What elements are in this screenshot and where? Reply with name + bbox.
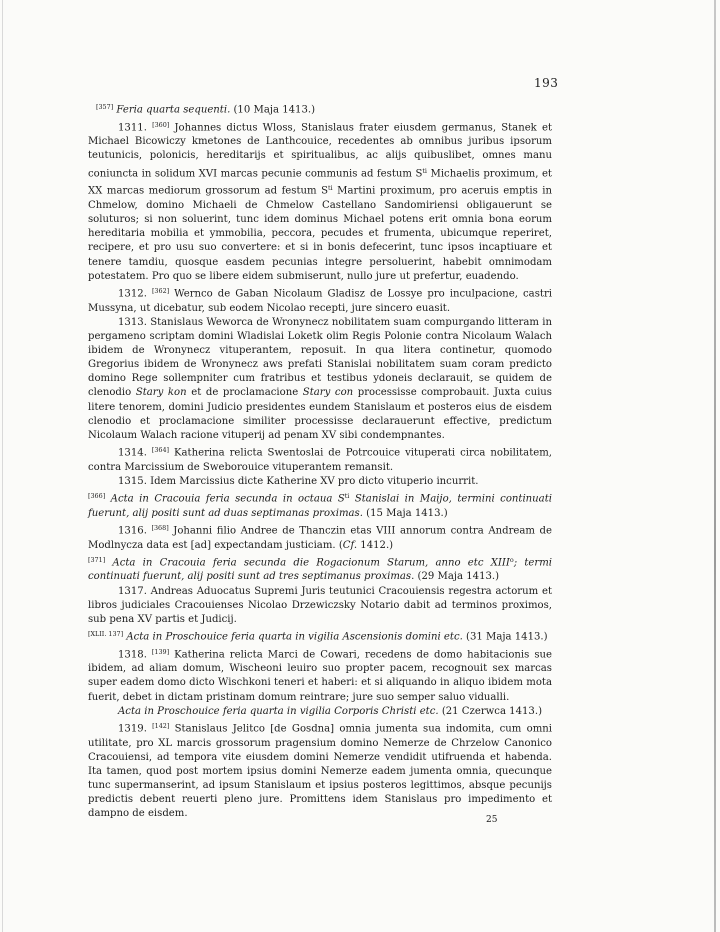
superscript: ti [422,166,427,175]
source-reference: [357] [96,103,114,111]
entry-1314 [88,443,552,475]
session-heading-371 [88,553,552,585]
text-segment: Stanislai in Maijo, termini continuati fuerunt, alij positi sunt ad duas septimanas proximas. [88,493,552,519]
entry-1312 [88,284,552,316]
source-reference: [371] [88,555,106,564]
text-segment: 1312. [118,288,152,300]
text-segment: et de proclamacione [186,387,303,399]
entry-1317 [88,585,552,627]
text-segment: Wernco de Gaban Nicolaum Gladisz de Lossye pro inculpacione, castri Mussyna, ut dicebatur, sub eodem Nicolao recepti, jure sincero euasit. [88,288,552,314]
text-segment: (29 Maja 1413.) [414,571,500,583]
entry-1315 [88,475,552,489]
entry-1318 [88,645,552,705]
text-segment: (21 Czerwca 1413.) [438,705,543,717]
session-heading-366 [88,489,552,521]
text-segment: Michaelis proximum, et XX marcas mediorum grossorum ad festum S [88,168,552,197]
superscript: o [509,555,514,564]
session-heading-xlii [88,627,552,645]
source-reference: [139] [151,647,170,656]
source-reference: [362] [151,286,170,295]
text-segment: 1311. [118,122,153,134]
page-edge-left [2,0,3,932]
page-number: 193 [534,76,559,90]
session-heading-357 [88,100,552,118]
text-segment: 1313. Stanislaus Weworca de Wronynecz nobilitatem suam compurgando litteram in pergameno scriptam domini Wladislai Loketk olim Regis Polonie contra Nicolaum Walach ibidem de Wronynecz vituperantem, reposuit. In qua litera continetur, quomodo Gregorius ibidem de Wronynecz aws prefati Stanislai nobilitatem suam coram predicto domino Rege sollempniter cum fratribus et testibus ydoneis declarauit, se quidem de clenodio [88,316,552,399]
entry-1313 [88,316,552,443]
text-segment: Stanislaus Jelitco [de Gosdna] omnia jumenta sua indomita, cum omni utilitate, pro XL marcis grossorum pragensium domino Nemerze de Chrzelow Canonico Cracouiensi, ad tempora vite eiusdem domini Nemerze vendidit utifruenda et habenda. Ita tamen, quod post mortem ipsius domini Nemerze eadem jumenta omnia, quecunque tunc supermanserint, ad ipsum Stanislaum et ipsius posteros legittimos, absque pecunijs predictis debent reuerti pleno jure. Promittens idem Stanislaus pro impedimento et dampno de eisdem. [88,723,552,820]
text-segment: 1315. Idem Marcissius dicte Katherine XV pro dicto vituperio incurrit. [118,475,479,487]
text-segment: Stary kon [135,387,187,399]
session-heading-corpus-christi [88,705,552,719]
entry-1311 [88,118,552,284]
superscript: ti [344,492,350,501]
text-segment: 1318. [118,649,152,661]
body-text [88,100,552,822]
text-segment: Acta in Cracouia feria secunda in octaua S [110,493,345,505]
text-segment: Johanni filio Andree de Thanczin etas VIII annorum contra Andream de Modlnycza data est [ad] expectandam justiciam. ( [88,525,552,551]
text-segment: Katherina relicta Swentoslai de Potrcouice vituperati circa nobilitatem, contra Marcissium de Sweborouice vituperantem remansit. [88,447,553,473]
source-reference: [XLII. 137] [88,629,124,638]
text-segment: Stary con [302,387,354,399]
text-segment: 1412.) [357,539,394,551]
source-reference: [368] [151,523,169,532]
source-reference: [360] [152,120,170,129]
text-segment: 1316. [118,525,152,537]
text-segment: (31 Maja 1413.) [462,631,548,643]
superscript: ti [328,184,333,193]
source-reference: [366] [88,492,106,501]
source-reference: [142] [152,721,170,730]
text-segment: 1314. [118,447,152,459]
entry-1319 [88,719,552,822]
text-segment: (10 Maja 1413.) [230,104,316,116]
text-segment: (15 Maja 1413.) [362,507,448,519]
text-segment: processisse comprobauit. Juxta cuius litere tenorem, domini Judicio presidentes eundem Stanislaum et posteros eius de eisdem clenodio et proclamacione similiter processisse declarauerunt effective, predictum Nicolaum Walach racione vituperij ad penam XV sibi condempnantes. [88,387,552,441]
text-segment: Katherina relicta Marci de Cowari, recedens de domo habitacionis sue ibidem, ad aliam domum, Wischeoni leuiro suo propter pacem, recognouit sex marcas super eadem domo dicto Wischkoni teneri et haberi: et si aliquando in aliquo ibidem mota fuerit, debet in dictam pristinam domum reintrare; jure suo semper saluo vidualli. [88,649,552,703]
text-segment: Feria quarta sequenti. [116,104,231,116]
text-segment: Acta in Proschouice feria quarta in vigilia Corporis Christi etc. [118,705,439,717]
text-segment: Cf. [342,539,358,551]
text-segment: 1317. Andreas Aduocatus Supremi Juris teutunici Cracouiensis regestra actorum et libros judiciales Cracouienses Nicolao Drzewiczsky Notario dabit ad terminos proximos, sub pena XV partis et Judicij. [88,585,552,625]
text-segment: 1319. [118,723,153,735]
entry-1316 [88,521,552,553]
text-segment: ; termi continuati fuerunt, alij positi sunt ad tres septimanus proximas. [88,557,552,583]
text-segment: Acta in Cracouia feria secunda die Rogacionum Starum, anno etc XIII [112,557,510,569]
text-segment: Acta in Proschouice feria quarta in vigilia Ascensionis domini etc. [126,631,463,643]
text-segment: Martini proximum, pro aceruis emptis in Chmelow, domino Michaeli de Chmelow Castellano Sandomiriensi obligauerunt se soluturos; si non soluerint, tunc idem dominus Michael potens erit omnia bona eorum hereditaria mobilia et ymmobilia, peccora, pecudes et frumenta, ubicumque reperiret, recipere, et pro usu suo convertere: et si in bonis defecerint, tunc ipsos incaptiuare et tenere tamdiu, quosque easdem pecunias integre persoluerint, habebit omnimodam potestatem. Pro quo se libere eidem submiserunt, nullo jure ut prefertur, euadendo. [88,185,552,282]
sheet-number: 25 [486,815,498,825]
page-edge-right [714,0,716,932]
text-segment: Johannes dictus Wloss, Stanislaus frater eiusdem germanus, Stanek et Michael Bicowiczy kmetones de Lanthcouice, recedentes ab omnibus juribus ipsorum teutunicis, polonicis, hereditarijs et spiritualibus, ac alijs quibuslibet, omnes manu coniuncta in solidum XVI marcas pecunie communis ad festum S [88,122,552,180]
source-reference: [364] [151,446,170,455]
